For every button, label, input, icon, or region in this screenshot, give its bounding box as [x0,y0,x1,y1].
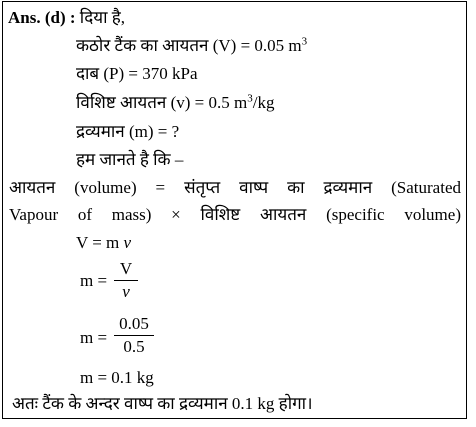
relation-line-2: Vapour of mass) × विशिष्ट आयतन (specific volume) [9,205,461,224]
answer-label: Ans. (d) : [8,8,76,27]
fraction-3-numerator: 0.05 [119,314,149,333]
equation-3-lhs: m = [80,328,108,347]
specific-volume-unit: /kg [252,93,275,112]
given-specific-volume [76,93,274,113]
conclusion: अतः टैंक के अन्दर वाष्प का द्रव्यमान 0.1 kg होगा। [12,394,313,413]
equation-1 [76,233,131,253]
volume-exponent: 3 [301,35,308,48]
given-volume-text: कठोर टैंक का आयतन (V) = 0.05 m [76,36,302,55]
result-mass: m = 0.1 kg [80,368,154,387]
fraction-2-numerator: V [119,259,133,278]
answer-heading [8,8,125,28]
given-intro: दिया है, [79,8,126,27]
specific-volume-exponent: 3 [247,92,253,105]
specific-volume-text: विशिष्ट आयतन (v) = 0.5 m [76,93,248,112]
equation-2-lhs: m = [80,271,108,290]
known-statement: हम जानते है कि – [76,150,184,169]
fraction-2-denominator: v [122,282,130,301]
equation-1-left: V = m [76,233,124,252]
given-mass: द्रव्यमान (m) = ? [76,122,180,141]
relation-line-1: आयतन (volume) = संतृप्त वाष्प का द्रव्यमान (Saturated [9,178,461,197]
given-pressure: दाब (P) = 370 kPa [76,64,198,83]
fraction-3-denominator: 0.5 [123,337,145,356]
equation-1-var: v [123,233,132,252]
fraction-v-over-v [114,259,138,302]
fraction-005-over-05 [114,314,154,357]
given-volume [76,36,307,56]
fraction-2-bar [114,280,138,281]
fraction-3-bar [114,335,154,336]
